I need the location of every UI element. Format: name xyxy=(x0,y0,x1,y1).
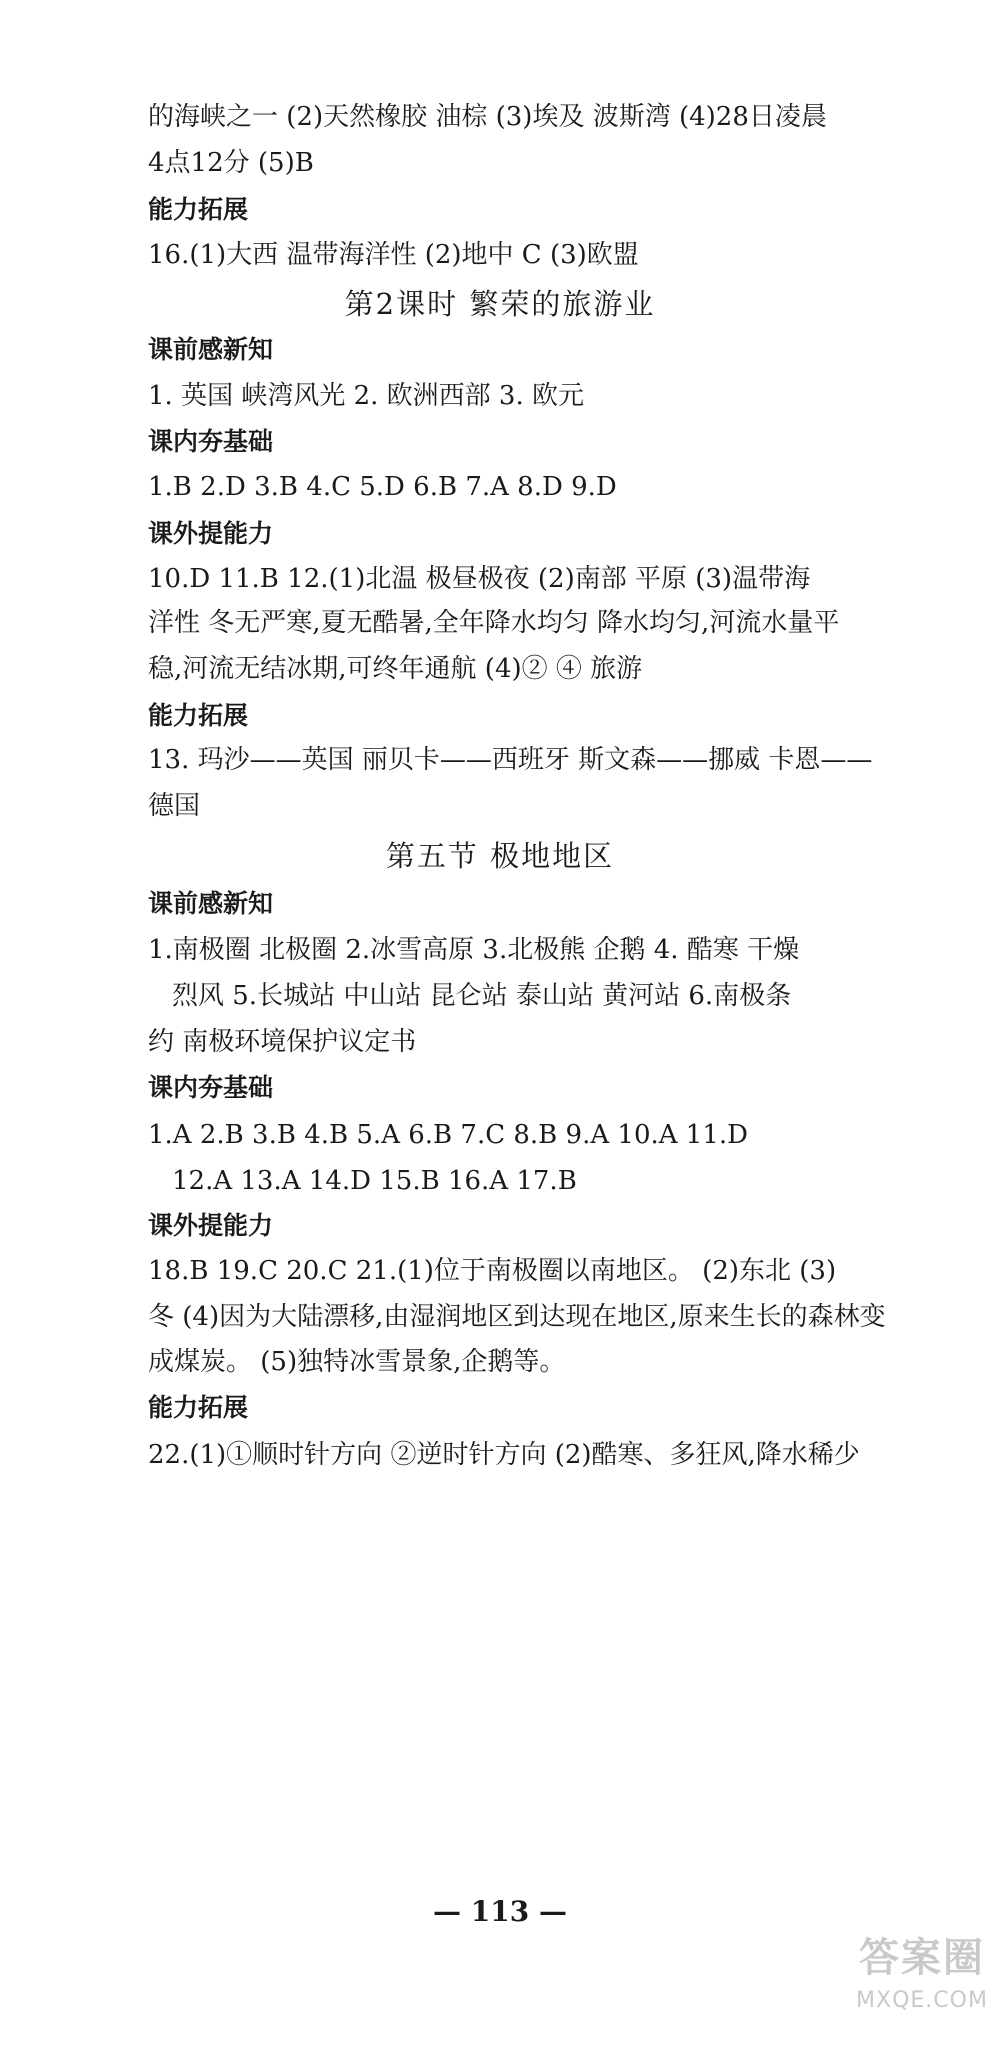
answer-line: 1.B 2.D 3.B 4.C 5.D 6.B 7.A 8.D 9.D xyxy=(148,472,617,502)
section-heading: 能力拓展 xyxy=(148,1393,249,1422)
section-heading: 课前感新知 xyxy=(148,889,274,918)
answer-line: 的海峡之一 (2)天然橡胶 油棕 (3)埃及 波斯湾 (4)28日凌晨 xyxy=(148,102,827,132)
answer-line: 成煤炭。 (5)独特冰雪景象,企鹅等。 xyxy=(148,1347,566,1377)
answer-line: 烈风 5.长城站 中山站 昆仑站 泰山站 黄河站 6.南极条 xyxy=(172,981,792,1011)
answer-line: 4点12分 (5)B xyxy=(148,148,314,178)
answer-line: 1. 英国 峡湾风光 2. 欧洲西部 3. 欧元 xyxy=(148,381,585,411)
answer-line: 10.D 11.B 12.(1)北温 极昼极夜 (2)南部 平原 (3)温带海 xyxy=(148,564,811,594)
watermark-url: MXQE.COM xyxy=(856,1988,988,2013)
answer-line: 22.(1)①顺时针方向 ②逆时针方向 (2)酷寒、多狂风,降水稀少 xyxy=(148,1440,860,1470)
answer-line: 约 南极环境保护议定书 xyxy=(148,1027,417,1057)
answer-line: 德国 xyxy=(148,791,201,821)
answer-line: 洋性 冬无严寒,夏无酷暑,全年降水均匀 降水均匀,河流水量平 xyxy=(148,608,840,638)
section-heading: 能力拓展 xyxy=(148,195,249,224)
section-heading: 课外提能力 xyxy=(148,519,274,548)
answer-line: 1.A 2.B 3.B 4.B 5.A 6.B 7.C 8.B 9.A 10.A 11.D xyxy=(148,1120,748,1150)
answer-line: 16.(1)大西 温带海洋性 (2)地中 C (3)欧盟 xyxy=(148,240,639,270)
lesson-title: 第2课时 繁荣的旅游业 xyxy=(344,287,656,321)
section-heading: 能力拓展 xyxy=(148,701,249,730)
answer-line: 稳,河流无结冰期,可终年通航 (4)② ④ 旅游 xyxy=(148,654,643,684)
answer-line: 12.A 13.A 14.D 15.B 16.A 17.B xyxy=(172,1166,577,1196)
answer-line: 冬 (4)因为大陆漂移,由湿润地区到达现在地区,原来生长的森林变 xyxy=(148,1302,886,1332)
section-heading: 课外提能力 xyxy=(148,1211,274,1240)
answer-line: 18.B 19.C 20.C 21.(1)位于南极圈以南地区。 (2)东北 (3) xyxy=(148,1256,837,1286)
section-heading: 课内夯基础 xyxy=(148,1073,274,1102)
answer-line: 13. 玛沙——英国 丽贝卡——西班牙 斯文森——挪威 卡恩—— xyxy=(148,745,873,775)
section-heading: 课内夯基础 xyxy=(148,427,274,456)
answer-line: 1.南极圈 北极圈 2.冰雪高原 3.北极熊 企鹅 4. 酷寒 干燥 xyxy=(148,935,800,965)
page-number: — 113 — xyxy=(433,1895,567,1928)
section-heading: 课前感新知 xyxy=(148,335,274,364)
section-title: 第五节 极地地区 xyxy=(385,839,615,873)
watermark-text: 答案圈 xyxy=(859,1935,985,1981)
watermark-logo xyxy=(852,1930,992,2040)
